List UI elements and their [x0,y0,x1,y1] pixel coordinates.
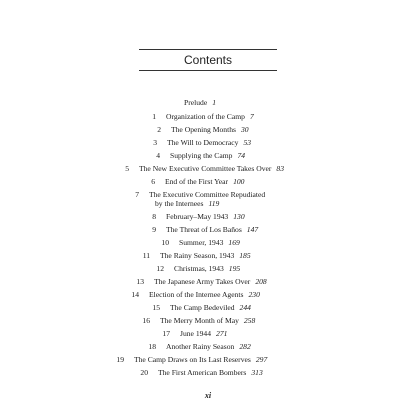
chapter-number: 14 [131,290,139,299]
chapter-title: The Japanese Army Takes Over [154,277,251,286]
page-number: 7 [249,112,254,121]
chapter-number: 16 [142,316,150,325]
page-number: 100 [233,177,245,186]
chapter-number: 7 [135,190,139,199]
chapter-number: 20 [140,368,148,377]
toc-entry [184,98,216,107]
page-number: 208 [255,277,267,286]
chapter-number: 13 [136,277,144,286]
chapter-title: June 1944 [180,329,212,338]
page-number: 30 [240,125,249,134]
toc-entry [151,177,245,186]
toc-entry [157,125,249,134]
chapter-title: Prelude [184,98,208,107]
toc-entry [156,151,246,160]
toc-entry [135,190,266,208]
page-number: 130 [233,212,245,221]
toc-entry [152,112,254,121]
toc-entry [131,290,260,299]
contents-heading: Contents [183,53,233,67]
page-number: 119 [208,199,220,208]
page-number: 230 [248,290,260,299]
chapter-title: The Rainy Season, 1943 [160,251,235,260]
chapter-title: Election of the Internee Agents [149,290,244,299]
chapter-number: 5 [125,164,129,173]
toc-entry [152,212,245,221]
page-number: 1 [212,98,216,107]
page-number: 244 [239,303,251,312]
page-number: 185 [239,251,251,260]
chapter-number: 1 [152,112,156,121]
page-number: 147 [246,225,259,234]
toc-entry [142,251,251,260]
page-number: 297 [255,355,268,364]
toc-entry [148,342,251,351]
chapter-title: Supplying the Camp [170,151,233,160]
toc-entry [156,264,241,273]
chapter-number: 6 [151,177,155,186]
toc-entry [161,238,240,247]
chapter-number: 18 [148,342,156,351]
page-number: 169 [228,238,240,247]
page-folio: xi [204,391,212,400]
page-number: 83 [276,164,284,173]
toc-entry [125,164,284,173]
chapter-title: February–May 1943 [166,212,229,221]
toc-entry [140,368,263,377]
chapter-title: The Executive Committee Repudiated [149,190,266,199]
chapter-title: The Camp Draws on Its Last Reserves [134,355,251,364]
chapter-number: 3 [153,138,157,147]
page-number: 313 [251,368,263,377]
chapter-number: 15 [152,303,160,312]
chapter-number: 10 [161,238,169,247]
chapter-number: 8 [152,212,156,221]
chapter-title: The Merry Month of May [160,316,239,325]
chapter-title: Another Rainy Season [166,342,235,351]
toc-entry [162,329,228,338]
chapter-title: The Opening Months [171,125,236,134]
toc-entry [136,277,267,286]
chapter-number: 17 [162,329,170,338]
chapter-number: 2 [157,125,161,134]
chapter-number: 11 [142,251,150,260]
chapter-title: End of the First Year [165,177,229,186]
chapter-title: Christmas, 1943 [174,264,224,273]
chapter-title-continued: by the Internees [155,199,204,208]
page-number: 195 [228,264,241,273]
chapter-title: The Will to Democracy [167,138,239,147]
chapter-title: Summer, 1943 [179,238,224,247]
chapter-number: 4 [156,151,160,160]
toc-entry [116,355,268,364]
chapter-number: 9 [152,225,156,234]
page-number: 74 [237,151,246,160]
chapter-title: The First American Bombers [158,368,247,377]
chapter-number: 12 [156,264,164,273]
chapter-title: The Threat of Los Baños [166,225,242,234]
toc-entry [152,225,259,234]
page-number: 258 [243,316,256,325]
page-number: 271 [216,329,228,338]
toc-entry [142,316,256,325]
chapter-number: 19 [116,355,124,364]
chapter-title: The Camp Bedeviled [170,303,235,312]
page-number: 282 [239,342,251,351]
chapter-title: The New Executive Committee Takes Over [139,164,272,173]
page-number: 53 [243,138,252,147]
toc-entry [153,138,252,147]
toc-entry [152,303,251,312]
chapter-title: Organization of the Camp [166,112,245,121]
